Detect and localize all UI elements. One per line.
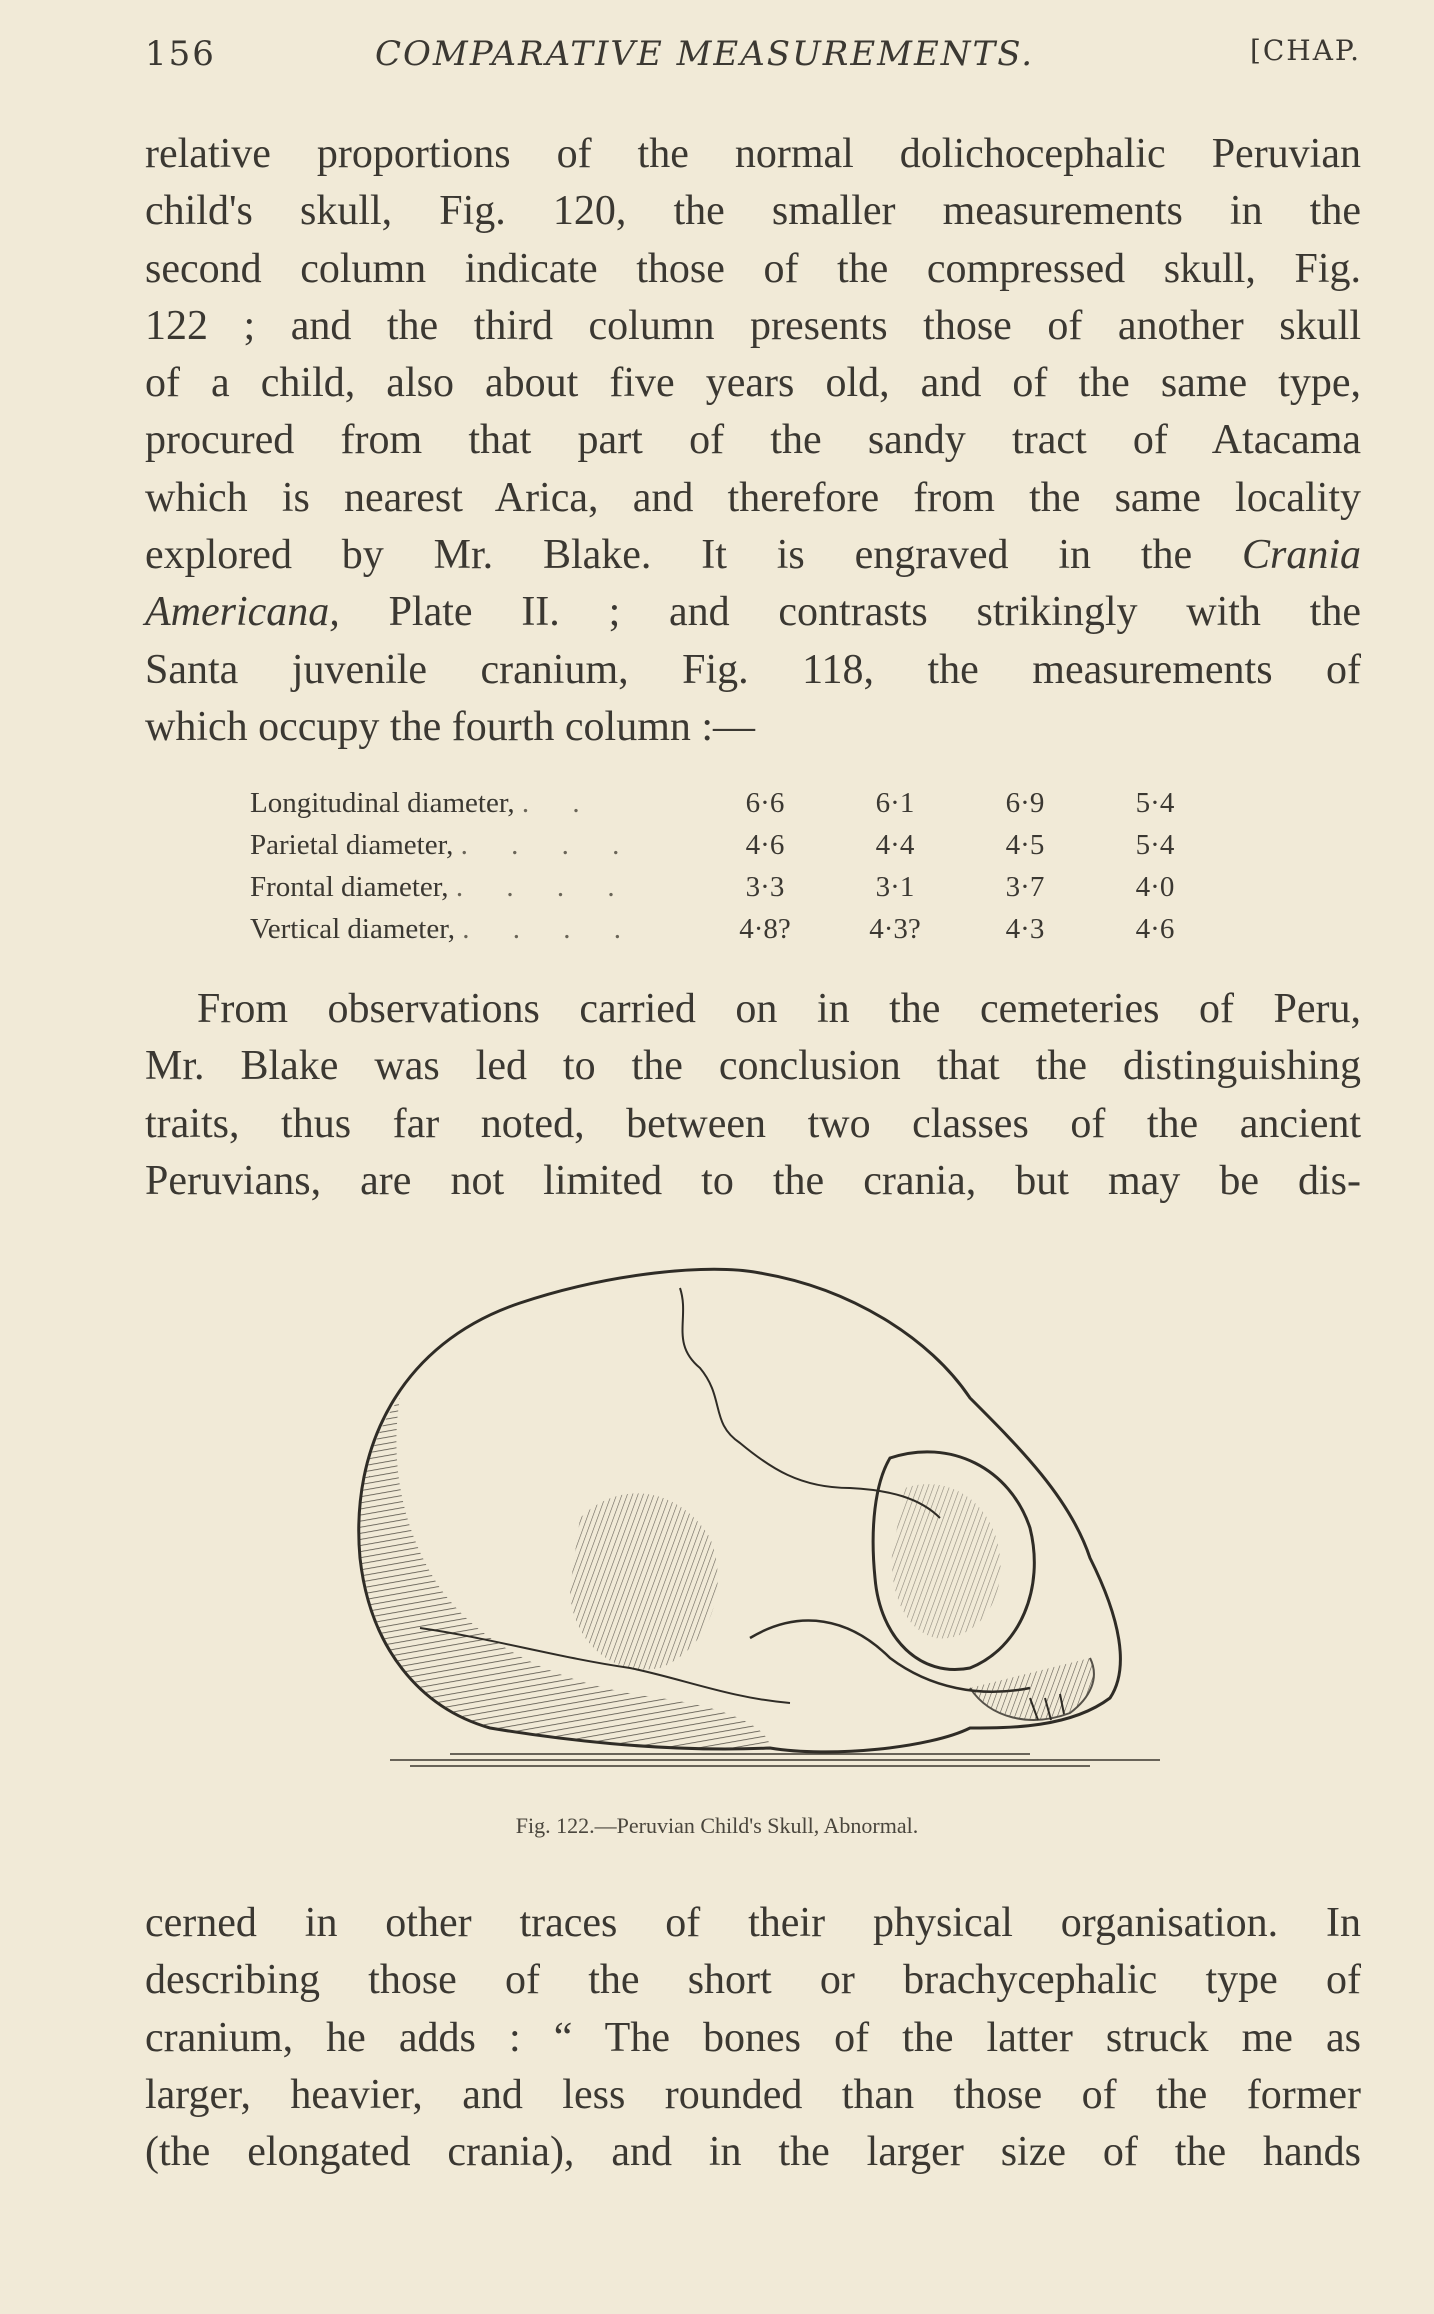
leader-dots: . . bbox=[521, 786, 598, 819]
text-line: which is nearest Arica, and therefore from the same locality bbox=[145, 474, 1361, 521]
table-row bbox=[250, 866, 1220, 908]
table-cell: 4·0 bbox=[1135, 870, 1175, 903]
chapter-marker: [CHAP. bbox=[1249, 34, 1361, 67]
text-line: second column indicate those of the compressed skull, Fig. bbox=[145, 245, 1361, 292]
text-line: 122 ; and the third column presents those of another skull bbox=[145, 302, 1361, 349]
figure-caption: Fig. 122.—Peruvian Child's Skull, Abnormal. bbox=[515, 1813, 919, 1838]
label-text: Vertical diameter, bbox=[250, 912, 455, 945]
italic-word: Americana, bbox=[145, 589, 340, 636]
text-line: From observations carried on in the cemeteries of Peru, bbox=[197, 986, 1361, 1032]
table-cell: 4·6 bbox=[745, 828, 785, 861]
running-title: COMPARATIVE MEASUREMENTS. bbox=[375, 34, 1035, 74]
italic-word: Crania bbox=[1241, 532, 1361, 579]
leader-dots: . . . . bbox=[462, 912, 639, 945]
table-cell: 4·6 bbox=[1135, 912, 1175, 945]
table-cell: 6·1 bbox=[875, 786, 915, 819]
table-cell: 4·4 bbox=[875, 828, 915, 861]
skull-engraving bbox=[330, 1258, 1190, 1788]
text-line: describing those of the short or brachycephalic type of bbox=[145, 1957, 1361, 2004]
text-run: explored by Mr. Blake. It is engraved in the bbox=[145, 532, 1242, 579]
label-text: Longitudinal diameter, bbox=[250, 786, 515, 819]
text-line: of a child, also about five years old, and of the same type, bbox=[145, 360, 1361, 407]
row-label bbox=[250, 908, 700, 950]
table-cell: 3·1 bbox=[875, 870, 915, 903]
row-label bbox=[250, 824, 700, 866]
text-line: traits, thus far noted, between two classes of the ancient bbox=[145, 1100, 1361, 1147]
text-line: procured from that part of the sandy tract of Atacama bbox=[145, 417, 1361, 464]
text-line: cranium, he adds : “ The bones of the latter struck me as bbox=[145, 2014, 1361, 2061]
table-cell: 4·3? bbox=[869, 912, 921, 945]
text-run: ; and contrasts strikingly with the bbox=[559, 589, 1361, 636]
text-line: child's skull, Fig. 120, the smaller measurements in the bbox=[145, 188, 1361, 235]
table-cell: 3·3 bbox=[745, 870, 785, 903]
paragraph-2 bbox=[145, 981, 1361, 1210]
label-text: Frontal diameter, bbox=[250, 870, 449, 903]
plate-numeral: II. bbox=[521, 589, 560, 636]
page-number: 156 bbox=[145, 34, 216, 74]
text-line: Mr. Blake was led to the conclusion that the distinguishing bbox=[145, 1043, 1361, 1090]
text-line bbox=[145, 584, 1361, 641]
table-row bbox=[250, 824, 1220, 866]
measurements-table bbox=[250, 782, 1220, 950]
table-cell: 5·4 bbox=[1135, 828, 1175, 861]
text-line: relative proportions of the normal dolichocephalic Peruvian bbox=[145, 131, 1361, 177]
text-line: Santa juvenile cranium, Fig. 118, the measurements of bbox=[145, 646, 1361, 693]
table-cell: 4·3 bbox=[1005, 912, 1045, 945]
text-line: Peruvians, are not limited to the crania, but may be dis- bbox=[145, 1157, 1361, 1204]
table-cell: 5·4 bbox=[1135, 786, 1175, 819]
text-line: cerned in other traces of their physical organisation. In bbox=[145, 1900, 1361, 1946]
table-row bbox=[250, 782, 1220, 824]
paragraph-3 bbox=[145, 1895, 1361, 2181]
text-line: (the elongated crania), and in the larger size of the hands bbox=[145, 2129, 1361, 2176]
paragraph-1 bbox=[145, 126, 1361, 756]
table-cell: 4·8? bbox=[739, 912, 791, 945]
leader-dots: . . . . bbox=[455, 870, 633, 903]
running-head bbox=[145, 34, 1361, 84]
table-cell: 4·5 bbox=[1005, 828, 1045, 861]
table-cell: 6·6 bbox=[745, 786, 785, 819]
table-cell: 3·7 bbox=[1005, 870, 1045, 903]
text-line: which occupy the fourth column :— bbox=[145, 703, 756, 750]
leader-dots: . . . . bbox=[460, 828, 638, 861]
row-label bbox=[250, 866, 700, 908]
label-text: Parietal diameter, bbox=[250, 828, 454, 861]
text-line: larger, heavier, and less rounded than those of the former bbox=[145, 2071, 1361, 2118]
table-cell: 6·9 bbox=[1005, 786, 1045, 819]
table-row bbox=[250, 908, 1220, 950]
text-run: Plate bbox=[339, 589, 522, 636]
row-label bbox=[250, 782, 700, 824]
text-line bbox=[145, 527, 1361, 584]
